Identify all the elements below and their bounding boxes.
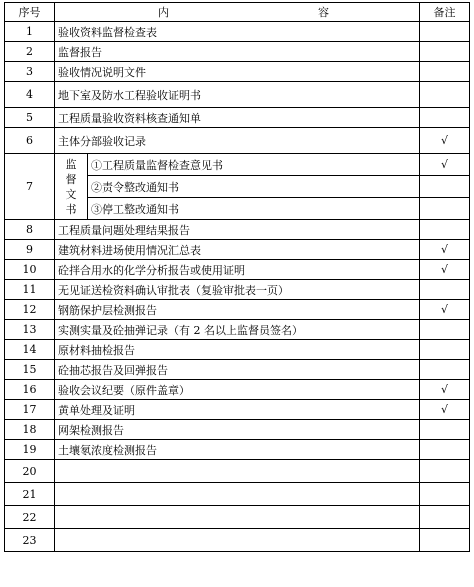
table-row (5, 42, 470, 62)
row-note: √ (420, 400, 470, 420)
row-text: 地下室及防水工程验收证明书 (55, 82, 420, 108)
subrow-text: ③停工整改通知书 (88, 198, 420, 220)
row-num: 2 (5, 42, 55, 62)
row-note: √ (420, 240, 470, 260)
row-note (420, 320, 470, 340)
table-row (5, 260, 470, 280)
row-note (420, 340, 470, 360)
row-note (420, 440, 470, 460)
row-note (420, 360, 470, 380)
header-num: 序号 (5, 3, 55, 22)
row-text (55, 483, 420, 506)
row-text: 工程质量验收资料核查通知单 (55, 108, 420, 128)
row-text: 监督报告 (55, 42, 420, 62)
row-text: 原材料抽检报告 (55, 340, 420, 360)
header-note: 备注 (420, 3, 470, 22)
row-note (420, 420, 470, 440)
row-num: 15 (5, 360, 55, 380)
row-text (55, 529, 420, 552)
table-row (5, 22, 470, 42)
row-num: 23 (5, 529, 55, 552)
row-text: 无见证送检资料确认审批表（复验审批表一页） (55, 280, 420, 300)
table-row (5, 400, 470, 420)
row-num: 10 (5, 260, 55, 280)
row-text: 砼抽芯报告及回弹报告 (55, 360, 420, 380)
table-row (5, 340, 470, 360)
row-text: 验收情况说明文件 (55, 62, 420, 82)
subrow-text: ②责令整改通知书 (88, 176, 420, 198)
row-text: 实测实量及砼抽弹记录（有 2 名以上监督员签名） (55, 320, 420, 340)
row-num: 13 (5, 320, 55, 340)
row-note: √ (420, 300, 470, 320)
row-num: 16 (5, 380, 55, 400)
row-note: √ (420, 260, 470, 280)
group-label (55, 154, 88, 220)
row-text: 验收会议纪要（原件盖章） (55, 380, 420, 400)
header-content-left: 内 (158, 6, 169, 19)
row-note (420, 483, 470, 506)
row-num: 9 (5, 240, 55, 260)
row-note (420, 220, 470, 240)
row-note: √ (420, 128, 470, 154)
table-row (5, 460, 470, 483)
row-num: 11 (5, 280, 55, 300)
row-note (420, 42, 470, 62)
group-label-char: 督 (65, 172, 77, 186)
group-label-char: 书 (65, 202, 77, 216)
group-label-char: 文 (65, 187, 77, 201)
row-num: 19 (5, 440, 55, 460)
subrow-text: ①工程质量监督检查意见书 (88, 154, 420, 176)
row-text (55, 460, 420, 483)
table-row (5, 360, 470, 380)
table-row (5, 506, 470, 529)
row-note (420, 529, 470, 552)
row-num: 4 (5, 82, 55, 108)
table-row (5, 440, 470, 460)
group-label-char: 监 (65, 157, 77, 171)
table-row (5, 62, 470, 82)
row-text: 工程质量问题处理结果报告 (55, 220, 420, 240)
table-row (5, 483, 470, 506)
table-row (5, 300, 470, 320)
subrow-note (420, 176, 470, 198)
row-note (420, 460, 470, 483)
header-content-right: 容 (318, 6, 329, 19)
row-text: 砼拌合用水的化学分析报告或使用证明 (55, 260, 420, 280)
table-row (5, 380, 470, 400)
row-text: 网架检测报告 (55, 420, 420, 440)
subrow-note (420, 198, 470, 220)
row-text: 钢筋保护层检测报告 (55, 300, 420, 320)
row-num: 8 (5, 220, 55, 240)
row-text (55, 506, 420, 529)
table-row (5, 108, 470, 128)
row-note (420, 506, 470, 529)
row-note (420, 22, 470, 42)
row-num: 6 (5, 128, 55, 154)
table-row-group (5, 154, 470, 176)
table-header-row (5, 3, 470, 22)
row-note: √ (420, 380, 470, 400)
row-note (420, 82, 470, 108)
row-note (420, 108, 470, 128)
row-text: 黄单处理及证明 (55, 400, 420, 420)
row-text: 主体分部验收记录 (55, 128, 420, 154)
table-row (5, 529, 470, 552)
row-text: 建筑材料进场使用情况汇总表 (55, 240, 420, 260)
row-note (420, 62, 470, 82)
row-num: 12 (5, 300, 55, 320)
row-num: 7 (5, 154, 55, 220)
checklist-table (4, 2, 470, 552)
table-row (5, 420, 470, 440)
row-num: 21 (5, 483, 55, 506)
row-num: 22 (5, 506, 55, 529)
row-num: 20 (5, 460, 55, 483)
row-note (420, 280, 470, 300)
row-num: 1 (5, 22, 55, 42)
table-row (5, 220, 470, 240)
table-row (5, 280, 470, 300)
table-row (5, 82, 470, 108)
row-text: 验收资料监督检查表 (55, 22, 420, 42)
row-num: 14 (5, 340, 55, 360)
row-text: 土壤氡浓度检测报告 (55, 440, 420, 460)
header-content (55, 3, 420, 22)
subrow-note: √ (420, 154, 470, 176)
table-row (5, 128, 470, 154)
table-row (5, 240, 470, 260)
row-num: 18 (5, 420, 55, 440)
row-num: 5 (5, 108, 55, 128)
row-num: 17 (5, 400, 55, 420)
table-row (5, 320, 470, 340)
row-num: 3 (5, 62, 55, 82)
